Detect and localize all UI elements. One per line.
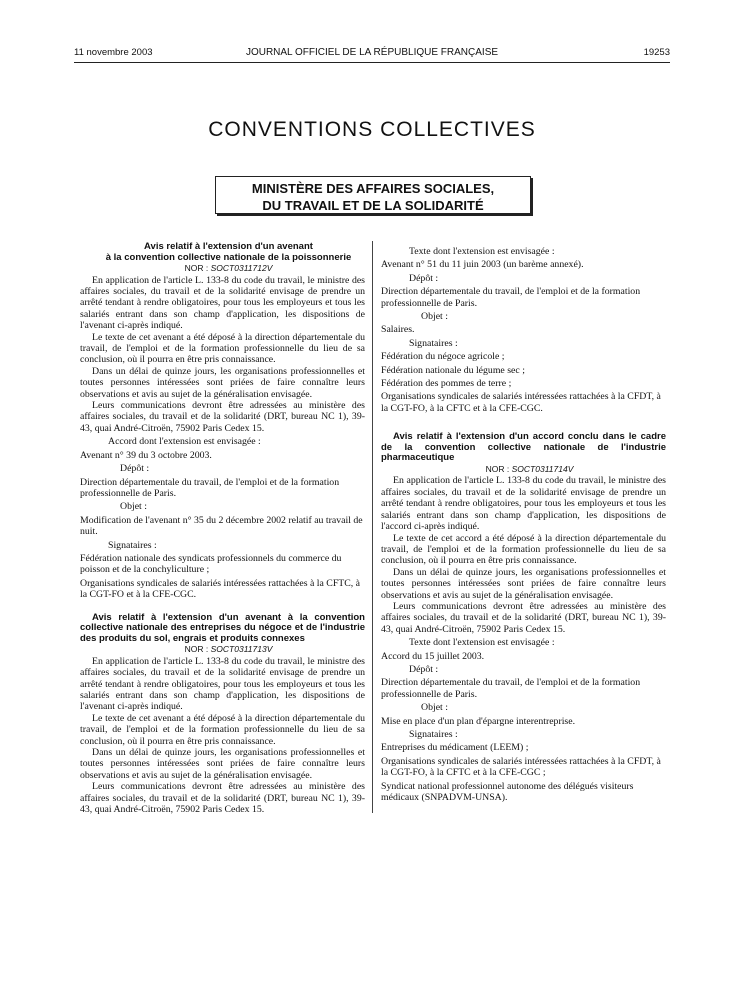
objet-label: Objet : bbox=[421, 702, 448, 714]
signataire: Fédération des pommes de terre ; bbox=[381, 378, 512, 390]
depot-label: Dépôt : bbox=[409, 272, 439, 284]
signataire: Fédération nationale du légume sec ; bbox=[381, 364, 525, 376]
paragraph: Dans un délai de quinze jours, les organisations professionnelles et toutes personnes intéressées sont priées de faire connaître leurs observations et avis au sujet de la généralisation envisagée. bbox=[381, 566, 666, 601]
depot-value: Direction départementale du travail, de l'emploi et de la formation professionnelle de Paris. bbox=[381, 677, 641, 700]
signataire: Fédération nationale des syndicats professionnels du commerce du poisson et de la conchyliculture ; bbox=[80, 552, 342, 576]
right-column bbox=[381, 244, 666, 803]
column-separator bbox=[372, 241, 373, 813]
header-journal-title: JOURNAL OFFICIEL DE LA RÉPUBLIQUE FRANÇAISE bbox=[245, 47, 499, 58]
texte-value: Avenant n° 51 du 11 juin 2003 (un barème annexé). bbox=[381, 259, 584, 271]
paragraph: En application de l'article L. 133-8 du code du travail, le ministre des affaires sociales, du travail et de la solidarité envisage de prendre un arrêté tendant à rendre obligatoires, pour tous les employeurs et tous les salariés entrant dans son champ d'application, les dispositions de l'avenant ci-après indiqué. bbox=[80, 274, 365, 332]
objet-label: Objet : bbox=[421, 311, 448, 323]
texte-label: Texte dont l'extension est envisagée : bbox=[409, 246, 555, 257]
depot-value: Direction départementale du travail, de l'emploi et de la formation professionnelle de Paris. bbox=[80, 476, 340, 499]
avis-poissonnerie bbox=[80, 242, 365, 601]
avis-title: Avis relatif à l'extension d'un avenant à la convention collective nationale des entreprises du négoce et de l'industrie des produits du sol, engrais et produits connexes bbox=[80, 611, 365, 644]
avis-negoce-continuation bbox=[381, 246, 666, 414]
objet-value: Mise en place d'un plan d'épargne interentreprise. bbox=[381, 715, 576, 727]
paragraph: En application de l'article L. 133-8 du code du travail, le ministre des affaires sociales, du travail et de la solidarité envisage de prendre un arrêté tendant à rendre obligatoires, pour tous les employeurs et tous les salariés entrant dans son champ d'application, les dispositions de l'accord ci-après indiqué. bbox=[381, 475, 666, 533]
paragraph: Dans un délai de quinze jours, les organisations professionnelles et toutes personnes intéressées sont priées de faire connaître leurs observations et avis au sujet de la généralisation envisagée. bbox=[80, 365, 365, 400]
signataires-label: Signataires : bbox=[409, 729, 458, 740]
objet-value: Modification de l'avenant n° 35 du 2 décembre 2002 relatif au travail de nuit. bbox=[80, 514, 363, 538]
paragraph: Le texte de cet avenant a été déposé à la direction départementale du travail, de l'emploi et de la formation professionnelle du lieu de sa conclusion, où il pourra en être pris connaissance. bbox=[80, 331, 365, 366]
nor-code: SOCT0311713V bbox=[210, 644, 273, 655]
paragraph: Le texte de cet avenant a été déposé à la direction départementale du travail, de l'emploi et de la formation professionnelle du lieu de sa conclusion, où il pourra en être pris connaissance. bbox=[80, 712, 365, 747]
signataire: Organisations syndicales de salariés intéressées rattachées à la CFDT, à la CGT-FO, à la CFTC et à la CFE-CGC. bbox=[381, 391, 661, 414]
depot-value: Direction départementale du travail, de l'emploi et de la formation professionnelle de Paris. bbox=[381, 286, 641, 309]
section-title: CONVENTIONS COLLECTIVES bbox=[208, 118, 536, 141]
nor-reference bbox=[80, 263, 365, 274]
signataire: Fédération du négoce agricole ; bbox=[381, 351, 505, 363]
depot-label: Dépôt : bbox=[409, 663, 439, 675]
nor-label: NOR : bbox=[184, 263, 209, 274]
nor-reference bbox=[80, 644, 365, 655]
signataire: Organisations syndicales de salariés intéressées rattachées à la CFTC, à la CGT-FO et à la CFE-CGC. bbox=[80, 577, 361, 601]
avis-title-line-2: à la convention collective nationale de la poissonnerie bbox=[105, 251, 352, 263]
signataires-label: Signataires : bbox=[409, 337, 458, 349]
paragraph: En application de l'article L. 133-8 du code du travail, le ministre des affaires sociales, du travail et de la solidarité envisage de prendre un arrêté tendant à rendre obligatoires, pour tous les employeurs et tous les salariés entrant dans son champ d'application, les dispositions de l'avenant ci-après indiqué. bbox=[80, 655, 365, 713]
texte-value: Accord du 15 juillet 2003. bbox=[381, 650, 485, 662]
paragraph: Leurs communications devront être adressées au ministère des affaires sociales, du travail et de la solidarité (DRT, bureau NC 1), 39-43, quai André-Citroën, 75902 Paris Cedex 15. bbox=[381, 600, 666, 635]
accord-label: Accord dont l'extension est envisagée : bbox=[108, 436, 261, 448]
avis-negoce-produits-du-sol bbox=[80, 613, 365, 816]
paragraph: Leurs communications devront être adressées au ministère des affaires sociales, du travail et de la solidarité (DRT, bureau NC 1), 39-43, quai André-Citroën, 75902 Paris Cedex 15. bbox=[80, 781, 365, 816]
header-date: 11 novembre 2003 bbox=[74, 47, 153, 58]
signataire: Entreprises du médicament (LEEM) ; bbox=[381, 742, 529, 754]
nor-code: SOCT0311712V bbox=[210, 263, 273, 274]
accord-value: Avenant n° 39 du 3 octobre 2003. bbox=[80, 449, 212, 461]
paragraph: Le texte de cet accord a été déposé à la direction départementale du travail, de l'emploi et de la formation professionnelle du lieu de sa conclusion, où il pourra en être pris connaissance. bbox=[381, 532, 666, 567]
signataires-label: Signataires : bbox=[108, 539, 157, 551]
ministry-line-2: DU TRAVAIL ET DE LA SOLIDARITÉ bbox=[262, 198, 484, 213]
nor-reference bbox=[381, 464, 666, 475]
nor-code: SOCT0311714V bbox=[511, 464, 574, 475]
signataire: Syndicat national professionnel autonome des délégués visiteurs médicaux (SNPADVM-UNSA). bbox=[381, 780, 634, 804]
ministry-line-1: MINISTÈRE DES AFFAIRES SOCIALES, bbox=[251, 181, 495, 196]
signataire: Organisations syndicales de salariés intéressées rattachées à la CFDT, à la CGT-FO, à la CFTC et à la CFE-CGC ; bbox=[381, 755, 661, 779]
left-column bbox=[80, 242, 365, 815]
avis-title: Avis relatif à l'extension d'un accord conclu dans le cadre de la convention collective nationale de l'industrie pharmaceutique bbox=[381, 431, 666, 464]
paragraph: Leurs communications devront être adressées au ministère des affaires sociales, du travail et de la solidarité (DRT, bureau NC 1), 39-43, quai André-Citroën, 75902 Paris Cedex 15. bbox=[80, 400, 365, 434]
depot-label: Dépôt : bbox=[120, 463, 150, 475]
nor-label: NOR : bbox=[485, 464, 510, 475]
page-header bbox=[74, 47, 670, 61]
objet-value: Salaires. bbox=[381, 324, 415, 336]
header-rule bbox=[74, 62, 670, 63]
objet-label: Objet : bbox=[120, 501, 147, 513]
nor-label: NOR : bbox=[184, 644, 209, 655]
paragraph: Dans un délai de quinze jours, les organisations professionnelles et toutes personnes intéressées sont priées de faire connaître leurs observations et avis au sujet de la généralisation envisagée. bbox=[80, 747, 365, 781]
header-page-number: 19253 bbox=[643, 47, 670, 58]
ministry-box bbox=[215, 176, 531, 214]
texte-label: Texte dont l'extension est envisagée : bbox=[409, 637, 555, 649]
avis-industrie-pharmaceutique bbox=[381, 432, 666, 803]
avis-title-line-1: Avis relatif à l'extension d'un avenant bbox=[144, 241, 313, 252]
